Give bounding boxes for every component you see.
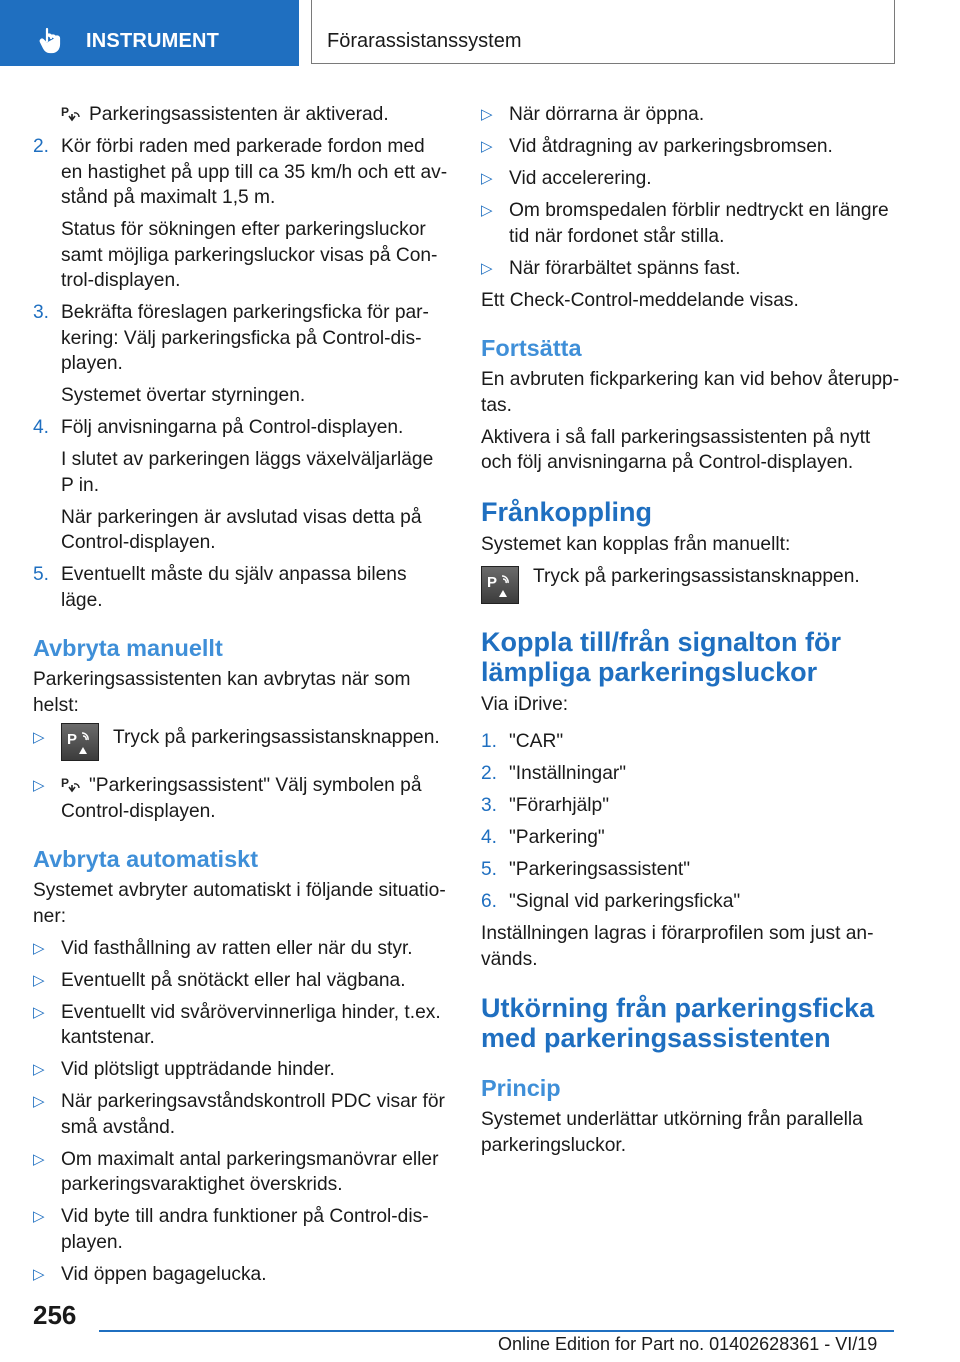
heading-principle: Princip <box>481 1075 561 1101</box>
bullet-triangle-icon: ▷ <box>33 971 45 989</box>
step-number: 1. <box>481 731 498 752</box>
bullet-item <box>33 773 448 824</box>
bullet-text: När dörrarna är öppna. <box>509 104 705 125</box>
chapter-label: INSTRUMENT <box>86 30 220 52</box>
bullet-triangle-icon: ▷ <box>33 1061 45 1078</box>
bullet-triangle-icon: ▷ <box>33 1208 45 1225</box>
bullet-item <box>481 134 901 160</box>
bullet-text: Vid fasthållning av ratten eller när du styr. <box>61 937 413 959</box>
step-text: "Inställningar" <box>509 763 627 784</box>
step-item <box>481 729 901 755</box>
step-item <box>481 761 901 787</box>
step-number: 4. <box>481 827 498 848</box>
bullet-triangle-icon: ▷ <box>33 1093 45 1110</box>
bullet-triangle-icon: ▷ <box>481 202 493 219</box>
bullet-triangle-icon: ▷ <box>481 170 493 187</box>
bullet-triangle-icon: ▷ <box>33 1003 45 1021</box>
step-text: "CAR" <box>509 731 564 752</box>
step-note: Status för sökningen efter parkeringsluckor samt möjliga parkeringsluckor visas på Control-displayen. <box>61 219 438 291</box>
bullet-text: Vid plötsligt uppträdande hinder. <box>61 1059 335 1080</box>
bullet-triangle-icon: ▷ <box>481 106 493 123</box>
parking-button-icon <box>61 723 99 761</box>
bullet-text: Tryck på parkeringsassistansknappen. <box>113 726 440 748</box>
bullet-triangle-icon: ▷ <box>33 939 45 957</box>
parking-button-icon <box>481 566 519 604</box>
step-text: Följ anvisningarna på Control-displayen. <box>61 417 404 438</box>
bullet-text: Eventuellt vid svårövervinnerliga hinder, t.ex. kantstenar. <box>61 1001 441 1048</box>
svg-text:P: P <box>67 730 78 748</box>
bullet-item <box>33 1089 448 1140</box>
bullet-triangle-icon: ▷ <box>33 728 45 746</box>
bullet-item <box>33 1262 448 1288</box>
step-text: Kör förbi raden med parkerade fordon med en hastighet på upp till ca 35 km/h och ett avstånd på maximalt 1,5 m. <box>61 136 448 208</box>
step-item <box>33 415 448 441</box>
bullet-text: När förarbältet spänns fast. <box>509 257 741 279</box>
button-instruction-text: Tryck på parkeringsassistansknappen. <box>533 565 860 587</box>
bullet-item <box>33 1057 448 1083</box>
chapter-tab <box>0 0 299 66</box>
heading-signal: Koppla till/från signalton för lämpliga parkeringsluckor <box>481 626 841 687</box>
bullet-triangle-icon: ▷ <box>33 777 45 794</box>
step-item <box>481 793 901 819</box>
step-number: 5. <box>33 564 50 585</box>
paragraph: En avbruten fickparkering kan vid behov återupptas. <box>481 369 900 416</box>
step-number: 3. <box>481 795 498 816</box>
step-number: 3. <box>33 302 50 323</box>
bullet-item <box>33 968 448 994</box>
paragraph: Via iDrive: <box>481 693 569 715</box>
step-item <box>33 134 448 211</box>
step-text: "Parkering" <box>509 827 605 848</box>
step-item <box>33 300 448 377</box>
svg-text:P: P <box>61 105 70 119</box>
bullet-triangle-icon: ▷ <box>33 1265 45 1283</box>
bullet-text: Om bromspedalen förblir nedtryckt en längre tid när fordonet står stilla. <box>509 200 889 247</box>
step-note: När parkeringen är avslutad visas detta på Control-displayen. <box>61 506 422 553</box>
step-number: 2. <box>481 763 498 784</box>
step-item <box>33 562 448 613</box>
paragraph: Systemet kan kopplas från manuellt: <box>481 533 791 555</box>
step-text: "Förarhjälp" <box>509 795 610 816</box>
right-column <box>481 102 901 1165</box>
bullet-text: Vid öppen bagagelucka. <box>61 1263 267 1285</box>
footer-divider <box>99 1330 894 1332</box>
button-instruction <box>481 564 901 606</box>
bullet-item <box>33 1000 448 1051</box>
paragraph: Systemet underlättar utkörning från parallella parkeringsluckor. <box>481 1109 863 1156</box>
left-column <box>33 102 448 1294</box>
step-text: Bekräfta föreslagen parkeringsficka för parkering: Välj parkeringsficka på Control-displayen. <box>61 302 429 374</box>
step-number: 6. <box>481 891 498 912</box>
svg-text:P: P <box>487 573 498 591</box>
bullet-item <box>33 725 448 767</box>
heading-auto-cancel: Avbryta automatiskt <box>33 846 259 872</box>
bullet-item <box>481 166 901 192</box>
bullet-triangle-icon: ▷ <box>481 138 493 155</box>
paragraph: Systemet avbryter automatiskt i följande situationer: <box>33 880 446 927</box>
page-number: 256 <box>33 1300 77 1330</box>
step-number: 4. <box>33 417 50 438</box>
step-item <box>481 857 901 883</box>
heading-continue: Fortsätta <box>481 335 582 361</box>
bullet-item <box>33 1204 448 1255</box>
step-note: I slutet av parkeringen läggs växelväljarläge P in. <box>61 449 434 496</box>
heading-exit: Utkörning från parkeringsficka med parkeringsassistenten <box>481 993 875 1053</box>
heading-manual-cancel: Avbryta manuellt <box>33 635 223 661</box>
section-title: Förarassistanssystem <box>327 30 522 52</box>
step-text: "Parkeringsassistent" <box>509 859 691 880</box>
step-number: 5. <box>481 859 498 880</box>
bullet-text: Vid accelerering. <box>509 168 652 189</box>
bullet-text: Vid byte till andra funktioner på Control-displayen. <box>61 1206 429 1253</box>
bullet-text: Eventuellt på snötäckt eller hal vägbana. <box>61 969 406 991</box>
bullet-text: När parkeringsavståndskontroll PDC visar för små avstånd. <box>61 1091 445 1138</box>
bullet-item <box>481 102 901 128</box>
paragraph: Ett Check-Control-meddelande visas. <box>481 289 799 311</box>
bullet-text: Vid åtdragning av parkeringsbromsen. <box>509 136 833 157</box>
auto-cancel-list <box>33 936 448 1288</box>
intro-line <box>33 102 448 128</box>
bullet-item <box>481 198 901 249</box>
bullet-triangle-icon: ▷ <box>481 259 493 277</box>
section-header <box>311 0 895 64</box>
bullet-text: "Parkeringsassistent" Välj symbolen på Control-displayen. <box>61 775 422 822</box>
step-text: Eventuellt måste du själv anpassa bilens läge. <box>61 564 407 611</box>
heading-disconnect: Frånkoppling <box>481 496 652 527</box>
bullet-text: Om maximalt antal parkeringsmanövrar eller parkeringsvaraktighet överskrids. <box>61 1148 439 1195</box>
footer-edition: Online Edition for Part no. 01402628361 - VI/19 <box>498 1334 878 1354</box>
parking-assistant-icon <box>61 775 81 795</box>
bullet-item <box>33 936 448 962</box>
bullet-item <box>33 1147 448 1198</box>
step-text: "Signal vid parkeringsficka" <box>509 891 741 912</box>
parking-assistant-icon <box>61 104 81 124</box>
intro-line-text: Parkeringsassistenten är aktiverad. <box>89 104 389 125</box>
hand-pointer-icon <box>38 26 66 54</box>
paragraph: Parkeringsassistenten kan avbrytas när som helst: <box>33 669 411 716</box>
svg-text:P: P <box>61 776 70 790</box>
step-number: 2. <box>33 136 50 157</box>
step-item <box>481 889 901 915</box>
step-note: Systemet övertar styrningen. <box>61 385 306 406</box>
bullet-triangle-icon: ▷ <box>33 1150 45 1168</box>
paragraph: Aktivera i så fall parkeringsassistenten på nytt och följ anvisningarna på Control-displayen. <box>481 426 871 473</box>
step-item <box>481 825 901 851</box>
bullet-item <box>481 256 901 282</box>
paragraph: Inställningen lagras i förarprofilen som just används. <box>481 923 874 970</box>
